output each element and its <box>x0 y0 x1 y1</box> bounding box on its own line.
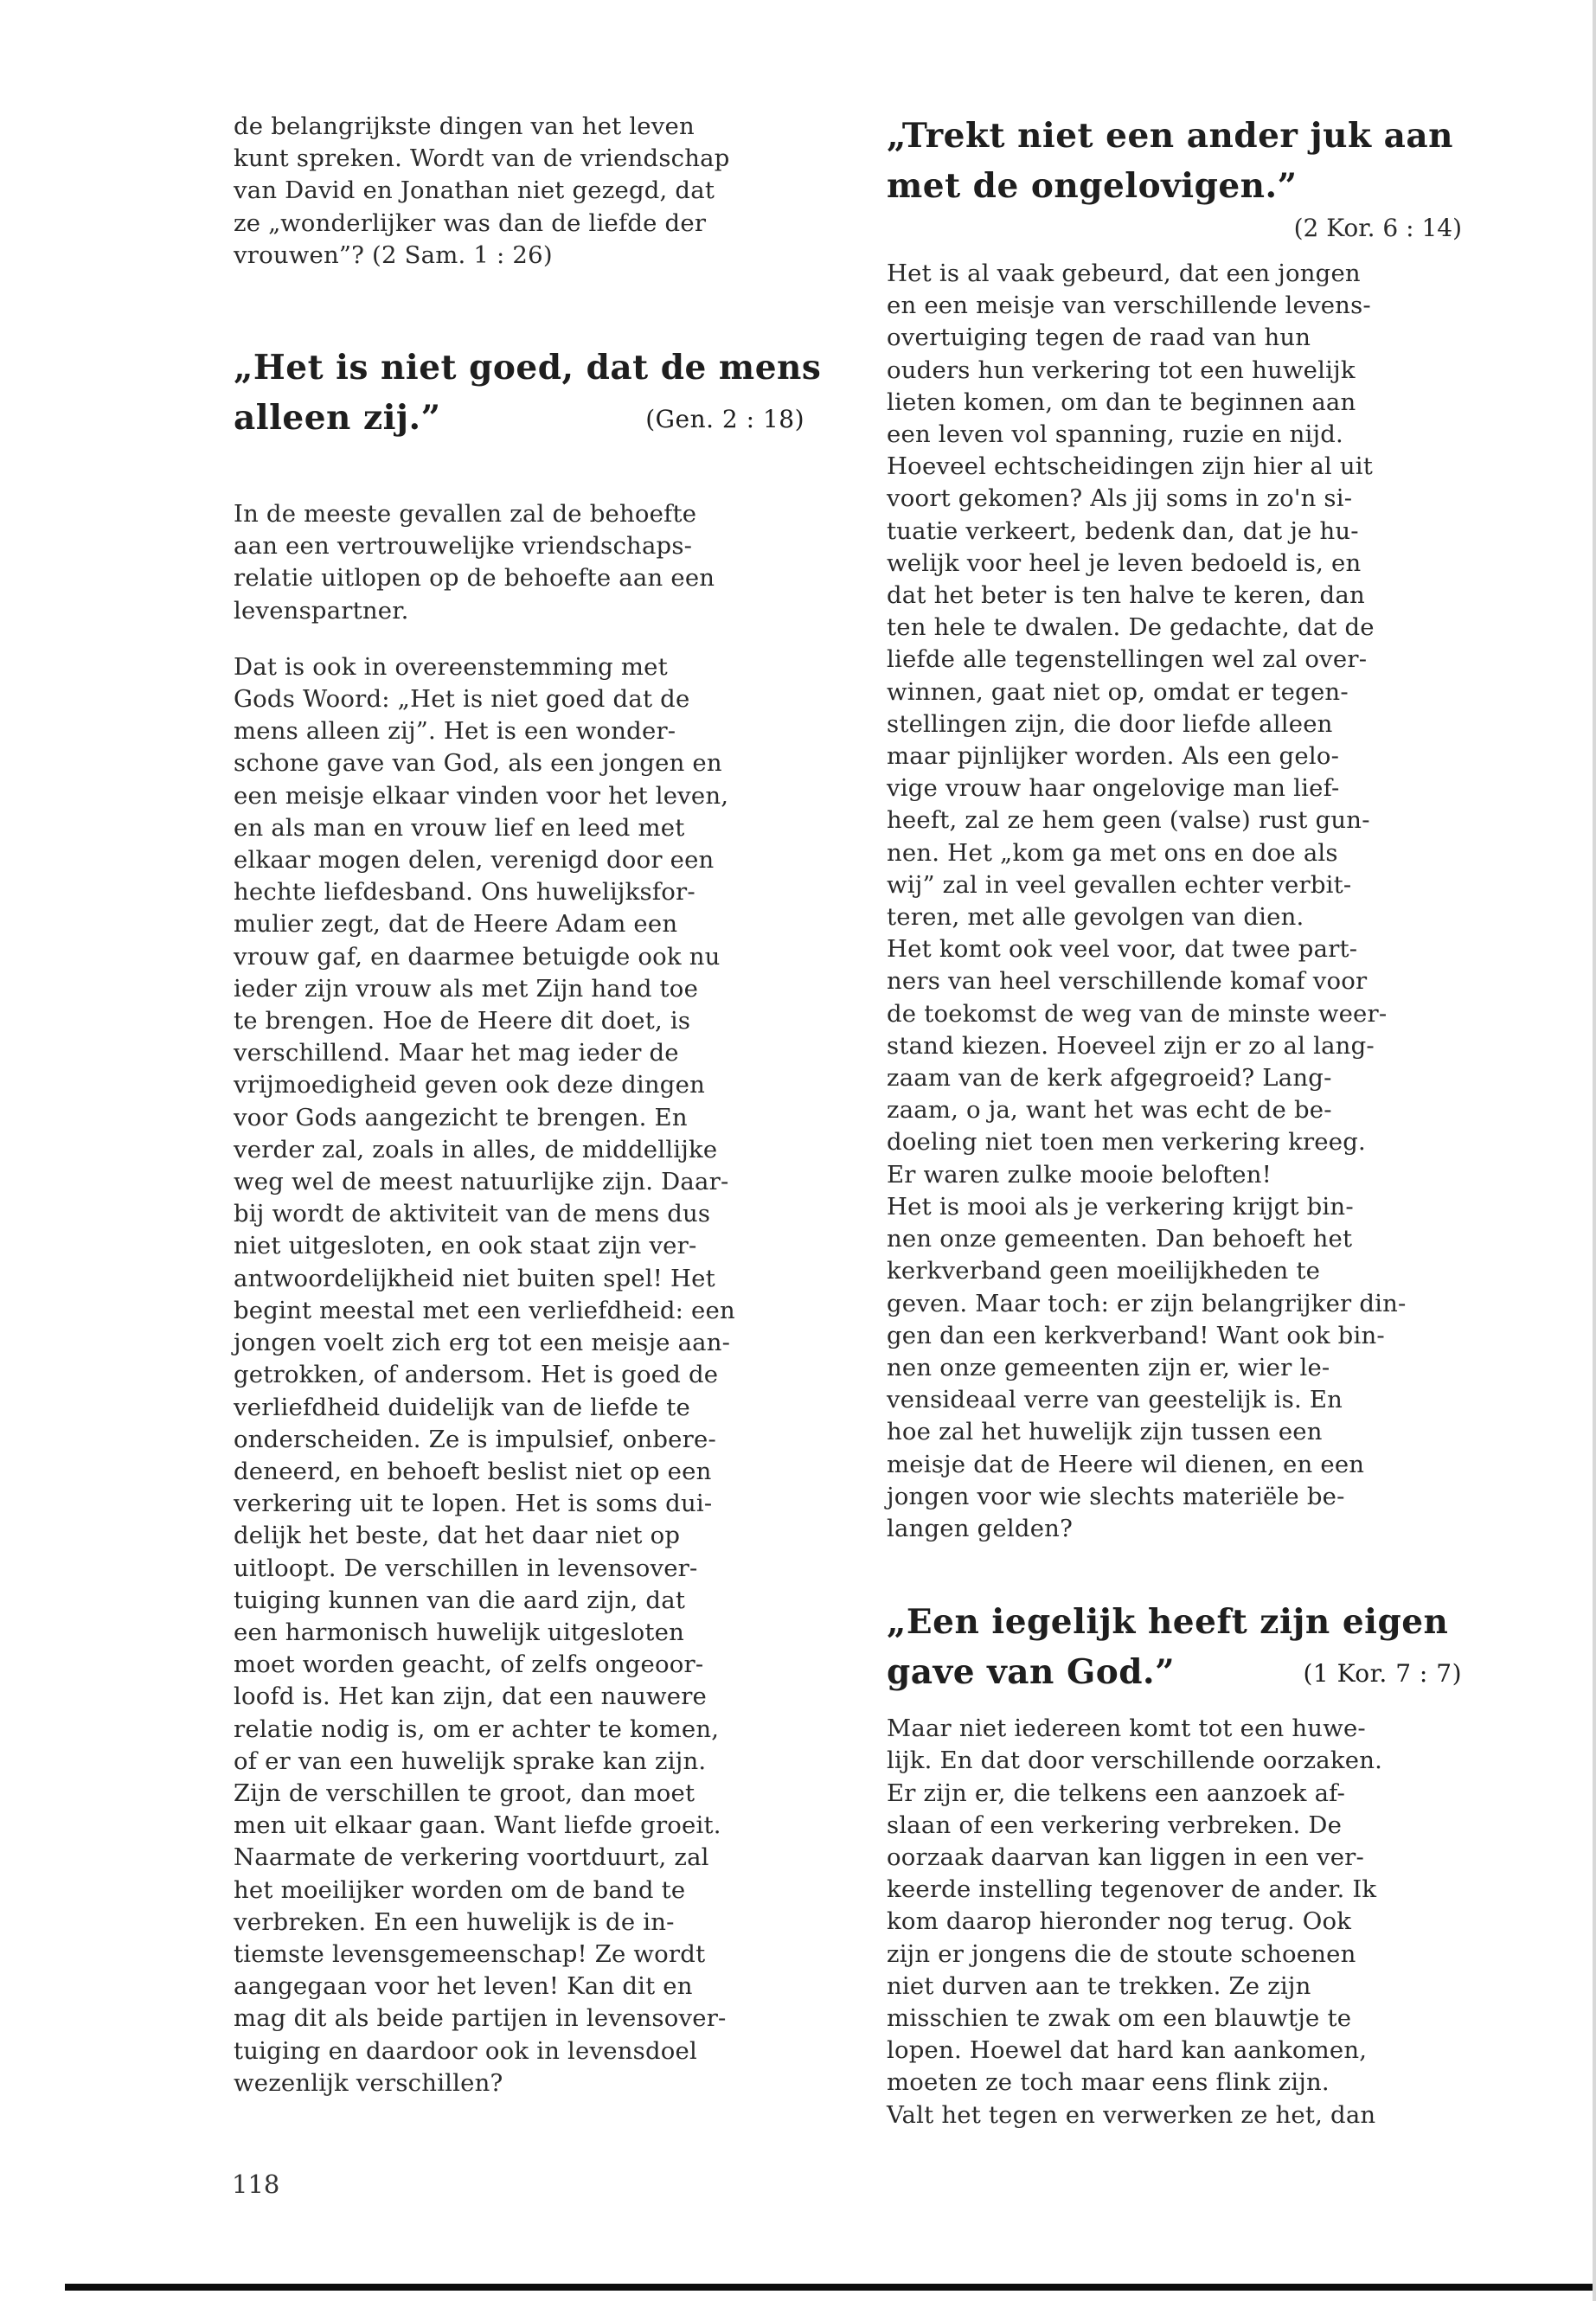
heading-line-1: „Trekt niet een ander juk aan <box>887 116 1453 156</box>
paragraph-gods-woord <box>234 651 804 2099</box>
text-line: ze „wonderlijker was dan de liefde der <box>234 208 707 237</box>
paragraph-niet-iedereen <box>887 1713 1462 2131</box>
text-line: loofd is. Het kan zijn, dat een nauwere <box>234 1682 708 1711</box>
text-line: kom daarop hieronder nog terug. Ook <box>887 1907 1352 1936</box>
text-line: langen gelden? <box>887 1514 1074 1542</box>
heading-line-2: alleen zij.” <box>234 398 441 439</box>
heading-line-2: met de ongelovigen.” <box>887 166 1298 206</box>
text-line: zaam van de kerk afgegroeid? Lang- <box>887 1064 1332 1093</box>
text-line: Naarmate de verkering voortduurt, zal <box>234 1843 709 1872</box>
text-line: mens alleen zij”. Het is een wonder- <box>234 717 676 746</box>
text-line: een leven vol spanning, ruzie en nijd. <box>887 420 1343 449</box>
text-line: ners van heel verschillende komaf voor <box>887 967 1368 996</box>
text-line: kerkverband geen moeilijkheden te <box>887 1257 1321 1285</box>
text-line: Zijn de verschillen te groot, dan moet <box>234 1779 695 1807</box>
text-line: ieder zijn vrouw als met Zijn hand toe <box>234 974 699 1003</box>
text-line: meisje dat de Heere wil dienen, en een <box>887 1450 1365 1478</box>
text-line: aangegaan voor het leven! Kan dit en <box>234 1972 693 2001</box>
text-line: Er zijn er, die telkens een aanzoek af- <box>887 1779 1346 1807</box>
text-line: en als man en vrouw lief en leed met <box>234 813 685 842</box>
text-line: Hoeveel echtscheidingen zijn hier al uit <box>887 452 1374 481</box>
text-line: de toekomst de weg van de minste weer- <box>887 999 1388 1028</box>
heading-niet-goed <box>234 343 822 443</box>
text-line: vrouwen”? (2 Sam. 1 : 26) <box>234 240 553 269</box>
bible-reference: (2 Kor. 6 : 14) <box>1293 214 1462 242</box>
text-line: relatie nodig is, om er achter te komen, <box>234 1715 720 1743</box>
text-line: wezenlijk verschillen? <box>234 2068 503 2097</box>
text-line: moeten ze toch maar eens flink zijn. <box>887 2068 1330 2097</box>
text-line: tiemste levensgemeenschap! Ze wordt <box>234 1939 706 1968</box>
text-line: winnen, gaat niet op, omdat er tegen- <box>887 677 1349 706</box>
text-line: delijk het beste, dat het daar niet op <box>234 1522 681 1550</box>
text-line: tuiging kunnen van die aard zijn, dat <box>234 1586 686 1614</box>
text-line: verschillend. Maar het mag ieder de <box>234 1039 679 1067</box>
text-line: Maar niet iedereen komt tot een huwe- <box>887 1715 1366 1743</box>
heading-eigen-gave <box>887 1597 1462 1697</box>
heading-line-1: „Het is niet goed, dat de mens <box>234 348 822 388</box>
text-line: tuatie verkeert, bedenk dan, dat je hu- <box>887 516 1359 545</box>
text-line: uitloopt. De verschillen in levensover- <box>234 1554 698 1582</box>
text-line: ten hele te dwalen. De gedachte, dat de <box>887 613 1375 642</box>
text-line: levenspartner. <box>234 596 409 625</box>
text-line: van David en Jonathan niet gezegd, dat <box>234 176 715 205</box>
text-line: liefde alle tegenstellingen wel zal over- <box>887 645 1368 674</box>
text-line: slaan of een verkering verbreken. De <box>887 1811 1343 1839</box>
left-column <box>234 111 822 2099</box>
text-line: verder zal, zoals in alles, de middellijke <box>234 1135 718 1163</box>
text-line: kunt spreken. Wordt van de vriendschap <box>234 144 730 173</box>
text-line: niet uitgesloten, en ook staat zijn ver- <box>234 1232 697 1260</box>
text-line: deneerd, en behoeft beslist niet op een <box>234 1457 712 1485</box>
text-line: het moeilijker worden om de band te <box>234 1875 686 1904</box>
text-line: te brengen. Hoe de Heere dit doet, is <box>234 1007 691 1035</box>
text-line: vige vrouw haar ongelovige man lief- <box>887 774 1340 803</box>
bible-reference: (1 Kor. 7 : 7) <box>1303 1659 1462 1689</box>
text-line: vrouw gaf, en daarmee betuigde ook nu <box>234 942 721 971</box>
paragraph-behoefte <box>234 498 804 627</box>
text-line: stellingen zijn, die door liefde alleen <box>887 709 1333 738</box>
text-line: nen onze gemeenten zijn er, wier le- <box>887 1353 1330 1381</box>
text-line: weg wel de meest natuurlijke zijn. Daar- <box>234 1168 729 1196</box>
text-line: Er waren zulke mooie beloften! <box>887 1160 1272 1189</box>
text-line: heeft, zal ze hem geen (valse) rust gun- <box>887 806 1370 835</box>
heading-line-2: gave van God.” <box>887 1652 1176 1693</box>
right-column <box>887 111 1462 2131</box>
text-line: antwoordelijkheid niet buiten spel! Het <box>234 1264 715 1292</box>
text-line: lijk. En dat door verschillende oorzaken. <box>887 1747 1383 1775</box>
text-line: lieten komen, om dan te beginnen aan <box>887 388 1356 416</box>
text-line: Het komt ook veel voor, dat twee part- <box>887 935 1358 964</box>
text-line: mag dit als beide partijen in levensover- <box>234 2004 727 2033</box>
text-line: verbreken. En een huwelijk is de in- <box>234 1907 675 1936</box>
text-line: onderscheiden. Ze is impulsief, onbere- <box>234 1425 716 1453</box>
paragraph-verschillende-overtuiging <box>887 258 1462 1545</box>
text-line: jongen voor wie slechts materiële be- <box>887 1482 1345 1510</box>
text-line: begint meestal met een verliefdheid: een <box>234 1296 735 1324</box>
text-line: niet durven aan te trekken. Ze zijn <box>887 1971 1311 2000</box>
text-line: keerde instelling tegenover de ander. Ik <box>887 1875 1377 1904</box>
text-line: jongen voelt zich erg tot een meisje aan- <box>234 1329 731 1357</box>
text-line: men uit elkaar gaan. Want liefde groeit. <box>234 1811 721 1840</box>
scan-right-edge <box>1593 0 1596 2301</box>
text-line: In de meeste gevallen zal de behoefte <box>234 500 697 529</box>
text-line: voor Gods aangezicht te brengen. En <box>234 1103 688 1131</box>
text-line: elkaar mogen delen, verenigd door een <box>234 846 715 875</box>
text-line: moet worden geacht, of zelfs ongeoor- <box>234 1650 704 1679</box>
text-line: een meisje elkaar vinden voor het leven, <box>234 781 729 810</box>
text-line: de belangrijkste dingen van het leven <box>234 112 695 140</box>
text-line: Het is mooi als je verkering krijgt bin- <box>887 1192 1354 1221</box>
page-number: 118 <box>232 2170 280 2199</box>
heading-ander-juk <box>887 111 1462 211</box>
text-line: welijk voor heel je leven bedoeld is, en <box>887 548 1362 577</box>
text-line: verliefdheid duidelijk van de liefde te <box>234 1393 691 1421</box>
heading-line-1: „Een iegelijk heeft zijn eigen <box>887 1602 1449 1643</box>
text-line: zijn er jongens die de stoute schoenen <box>887 1939 1356 1968</box>
text-line: nen. Het „kom ga met ons en doe als <box>887 838 1338 867</box>
text-line: stand kiezen. Hoeveel zijn er zo al lang- <box>887 1031 1375 1060</box>
text-line: Dat is ook in overeenstemming met <box>234 652 668 681</box>
text-line: overtuiging tegen de raad van hun <box>887 324 1311 352</box>
text-line: schone gave van God, als een jongen en <box>234 749 722 778</box>
text-line: een harmonisch huwelijk uitgesloten <box>234 1618 685 1646</box>
text-line: Valt het tegen en verwerken ze het, dan <box>887 2100 1376 2129</box>
text-line: lopen. Hoewel dat hard kan aankomen, <box>887 2036 1368 2065</box>
text-line: nen onze gemeenten. Dan behoeft het <box>887 1225 1353 1253</box>
text-line: hoe zal het huwelijk zijn tussen een <box>887 1418 1323 1446</box>
text-line: geven. Maar toch: er zijn belangrijker din- <box>887 1289 1407 1317</box>
scan-bottom-edge <box>65 2284 1596 2291</box>
text-line: mulier zegt, dat de Heere Adam een <box>234 910 678 939</box>
text-line: of er van een huwelijk sprake kan zijn. <box>234 1747 707 1775</box>
text-line: misschien te zwak om een blauwtje te <box>887 2003 1352 2032</box>
text-line: en een meisje van verschillende levens- <box>887 292 1371 320</box>
intro-paragraph <box>234 111 804 272</box>
text-line: wij” zal in veel gevallen echter verbit- <box>887 870 1352 899</box>
text-line: zaam, o ja, want het was echt de be- <box>887 1096 1332 1125</box>
text-line: ouders hun verkering tot een huwelijk <box>887 356 1356 384</box>
text-line: relatie uitlopen op de behoefte aan een <box>234 564 715 593</box>
text-line: Het is al vaak gebeurd, dat een jongen <box>887 260 1361 287</box>
text-line: maar pijnlijker worden. Als een gelo- <box>887 742 1340 771</box>
text-line: Gods Woord: „Het is niet goed dat de <box>234 685 690 714</box>
text-line: vrijmoedigheid geven ook deze dingen <box>234 1071 705 1099</box>
text-line: getrokken, of andersom. Het is goed de <box>234 1361 719 1389</box>
text-line: voort gekomen? Als jij soms in zo'n si- <box>887 484 1353 513</box>
text-line: teren, met alle gevolgen van dien. <box>887 903 1304 932</box>
text-line: doeling niet toen men verkering kreeg. <box>887 1128 1366 1157</box>
text-line: tuiging en daardoor ook in levensdoel <box>234 2036 697 2065</box>
text-line: verkering uit te lopen. Het is soms dui- <box>234 1490 713 1518</box>
text-line: vensideaal verre van geestelijk is. En <box>887 1386 1343 1414</box>
bible-reference: (Gen. 2 : 18) <box>645 405 804 434</box>
text-line: bij wordt de aktiviteit van de mens dus <box>234 1200 711 1228</box>
text-line: dat het beter is ten halve te keren, dan <box>887 581 1365 610</box>
text-line: aan een vertrouwelijke vriendschaps- <box>234 532 693 561</box>
text-line: hechte liefdesband. Ons huwelijksfor- <box>234 878 695 907</box>
text-line: oorzaak daarvan kan liggen in een ver- <box>887 1843 1365 1871</box>
text-line: gen dan een kerkverband! Want ook bin- <box>887 1321 1385 1349</box>
